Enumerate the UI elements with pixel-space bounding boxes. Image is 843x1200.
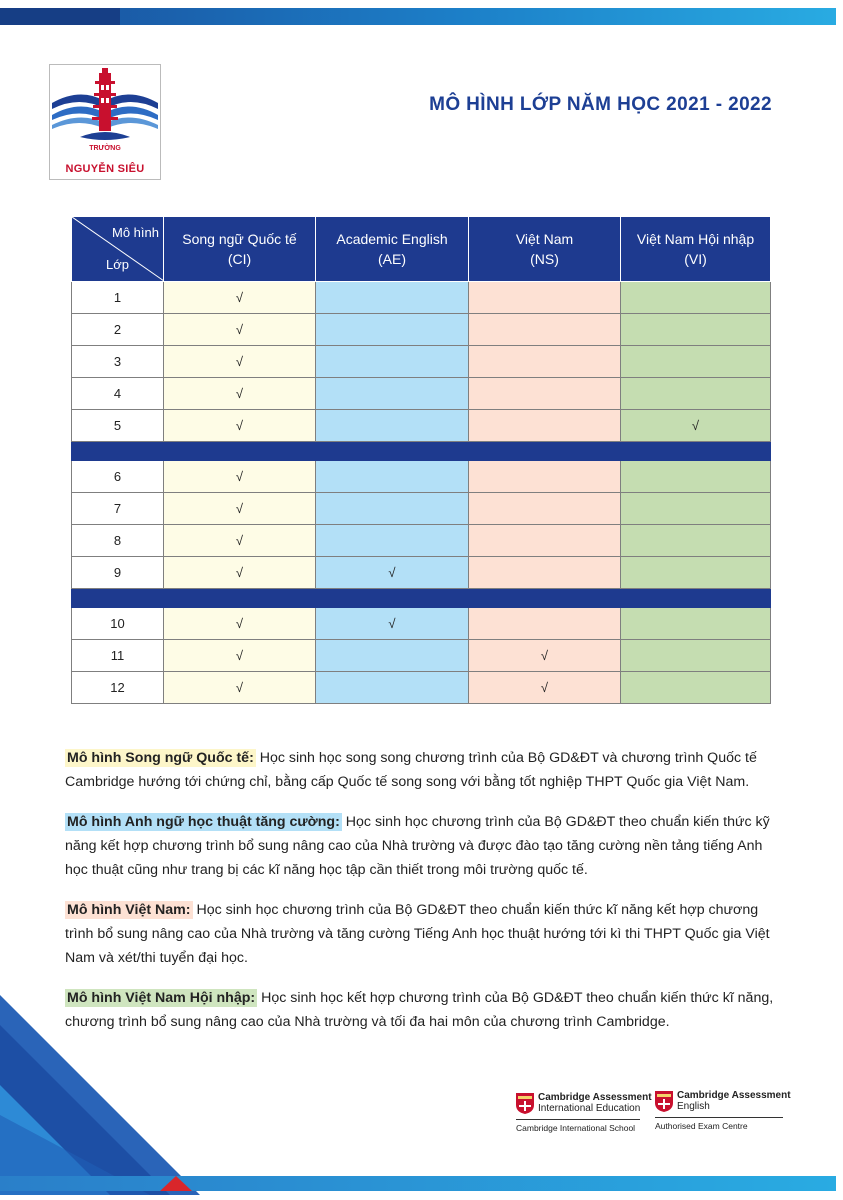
vi-cell: [621, 525, 771, 557]
grade-cell: 6: [72, 461, 164, 493]
grade-cell: 4: [72, 378, 164, 410]
grade-cell: 11: [72, 640, 164, 672]
column-header-ns: [469, 217, 621, 282]
cambridge-shield-icon: [516, 1093, 534, 1114]
cambridge-shield-icon: [655, 1091, 673, 1112]
class-model-table: [71, 216, 771, 704]
ns-cell: √: [469, 640, 621, 672]
ci-cell: √: [164, 461, 316, 493]
description-ns: [65, 898, 785, 970]
ns-cell: [469, 346, 621, 378]
column-header-ae: [316, 217, 469, 282]
ae-cell: √: [316, 557, 469, 589]
column-code: (CI): [227, 251, 252, 267]
description-ci: [65, 746, 785, 794]
logo-school-name: NGUYỄN SIÊU: [65, 163, 145, 175]
table-body: [72, 282, 771, 704]
cambridge-intl-line1: Cambridge Assessment: [538, 1092, 652, 1103]
grade-cell: 9: [72, 557, 164, 589]
column-name: Academic English: [336, 231, 448, 247]
description-label: Mô hình Việt Nam Hội nhập:: [67, 990, 256, 1006]
vi-cell: √: [621, 410, 771, 442]
ae-cell: [316, 493, 469, 525]
corner-label-grade: Lớp: [106, 257, 129, 272]
vi-cell: [621, 378, 771, 410]
cambridge-international-logo: [516, 1092, 652, 1136]
cambridge-english-logo: [655, 1090, 791, 1134]
top-banner-stripe: [0, 8, 836, 25]
description-label: Mô hình Song ngữ Quốc tế:: [67, 750, 254, 766]
column-name: Việt Nam Hội nhập: [636, 231, 755, 247]
description-text: Học sinh học chương trình của Bộ GD&ĐT theo chuẩn kiến thức kĩ năng kết hợp chương trình bổ sung nâng cao của Nhà trường và tăng cường Tiếng Anh học thuật hướng tới kì thi THPT Quốc gia Việt Nam và xét/thi tuyển đại học.: [65, 902, 770, 966]
ns-cell: [469, 525, 621, 557]
vi-cell: [621, 640, 771, 672]
ci-cell: √: [164, 282, 316, 314]
table-row: [72, 346, 771, 378]
column-code: (VI): [684, 251, 707, 267]
ae-cell: [316, 640, 469, 672]
column-code: (NS): [530, 251, 559, 267]
table-row: [72, 493, 771, 525]
description-text: Học sinh học chương trình của Bộ GD&ĐT theo chuẩn kiến thức kỹ năng kết hợp chương trình bổ sung nâng cao của Nhà trường và được đào tạo tăng cường nền tảng tiếng Anh học thuật cũng như trang bị các kĩ năng học tập cần thiết trong môi trường quốc tế.: [65, 814, 770, 878]
table-row: [72, 410, 771, 442]
ci-cell: √: [164, 346, 316, 378]
table-row: [72, 525, 771, 557]
ci-cell: √: [164, 525, 316, 557]
grade-cell: 3: [72, 346, 164, 378]
grade-cell: 12: [72, 672, 164, 704]
grade-cell: 8: [72, 525, 164, 557]
cambridge-intl-line2: International Education: [538, 1103, 641, 1114]
table-row: [72, 557, 771, 589]
table-row: [72, 672, 771, 704]
ci-cell: √: [164, 314, 316, 346]
ae-cell: [316, 314, 469, 346]
ns-cell: [469, 493, 621, 525]
vi-cell: [621, 461, 771, 493]
top-banner-accent: [0, 8, 120, 25]
vi-cell: [621, 282, 771, 314]
table-row: [72, 640, 771, 672]
ns-cell: [469, 557, 621, 589]
ns-cell: [469, 410, 621, 442]
column-name: Việt Nam: [515, 231, 574, 247]
pagoda-emblem-icon: [50, 65, 160, 145]
ae-cell: [316, 672, 469, 704]
description-text: Học sinh học song song chương trình của Bộ GD&ĐT và chương trình Quốc tế Cambridge hướng tới chứng chỉ, bằng cấp Quốc tế song song với bằng tốt nghiệp THPT Quốc gia Việt Nam.: [65, 750, 757, 790]
column-code: (AE): [378, 251, 406, 267]
ae-cell: [316, 410, 469, 442]
level-separator: [72, 442, 771, 461]
ci-cell: √: [164, 410, 316, 442]
logo-caption-small: TRƯỜNG: [89, 145, 121, 152]
table-row: [72, 608, 771, 640]
column-header-vi: [621, 217, 771, 282]
description-vi: [65, 986, 785, 1034]
grade-cell: 5: [72, 410, 164, 442]
ci-cell: √: [164, 378, 316, 410]
vi-cell: [621, 314, 771, 346]
ci-cell: √: [164, 557, 316, 589]
bottom-red-accent: [160, 1176, 192, 1191]
table-row: [72, 282, 771, 314]
grade-cell: 1: [72, 282, 164, 314]
ae-cell: [316, 461, 469, 493]
separator-bar: [72, 589, 771, 608]
ns-cell: [469, 378, 621, 410]
ns-cell: [469, 282, 621, 314]
table-row: [72, 314, 771, 346]
cambridge-intl-line3: Cambridge International School: [516, 1123, 636, 1133]
ci-cell: √: [164, 608, 316, 640]
ns-cell: [469, 314, 621, 346]
divider: [655, 1117, 783, 1118]
corner-label-model: Mô hình: [112, 225, 159, 240]
table-row: [72, 378, 771, 410]
column-header-ci: [164, 217, 316, 282]
grade-cell: 2: [72, 314, 164, 346]
ci-cell: √: [164, 672, 316, 704]
column-name: Song ngữ Quốc tế: [182, 231, 297, 247]
vi-cell: [621, 557, 771, 589]
bottom-banner-stripe: [0, 1176, 836, 1191]
ae-cell: [316, 378, 469, 410]
vi-cell: [621, 672, 771, 704]
description-ae: [65, 810, 785, 882]
description-label: Mô hình Anh ngữ học thuật tăng cường:: [67, 814, 340, 830]
ns-cell: [469, 608, 621, 640]
description-text: Học sinh học kết hợp chương trình của Bộ GD&ĐT theo chuẩn kiến thức kĩ năng, chương trình bổ sung nâng cao của Nhà trường và tối đa hai môn của chương trình Cambridge.: [65, 990, 774, 1030]
description-label: Mô hình Việt Nam:: [67, 902, 191, 918]
ae-cell: [316, 282, 469, 314]
separator-bar: [72, 442, 771, 461]
vi-cell: [621, 346, 771, 378]
cambridge-english-line1: Cambridge Assessment: [677, 1090, 791, 1101]
school-logo: [49, 64, 161, 180]
ci-cell: √: [164, 640, 316, 672]
table-header-row: [72, 217, 771, 282]
divider: [516, 1119, 640, 1120]
page-title: MÔ HÌNH LỚP NĂM HỌC 2021 - 2022: [429, 94, 772, 115]
cambridge-english-line3: Authorised Exam Centre: [655, 1121, 748, 1131]
ns-cell: [469, 461, 621, 493]
vi-cell: [621, 493, 771, 525]
ae-cell: [316, 525, 469, 557]
table-corner-header: [72, 217, 164, 282]
grade-cell: 10: [72, 608, 164, 640]
level-separator: [72, 589, 771, 608]
grade-cell: 7: [72, 493, 164, 525]
cambridge-english-line2: English: [677, 1101, 710, 1112]
ae-cell: [316, 346, 469, 378]
ae-cell: √: [316, 608, 469, 640]
ns-cell: √: [469, 672, 621, 704]
vi-cell: [621, 608, 771, 640]
ci-cell: √: [164, 493, 316, 525]
table-row: [72, 461, 771, 493]
